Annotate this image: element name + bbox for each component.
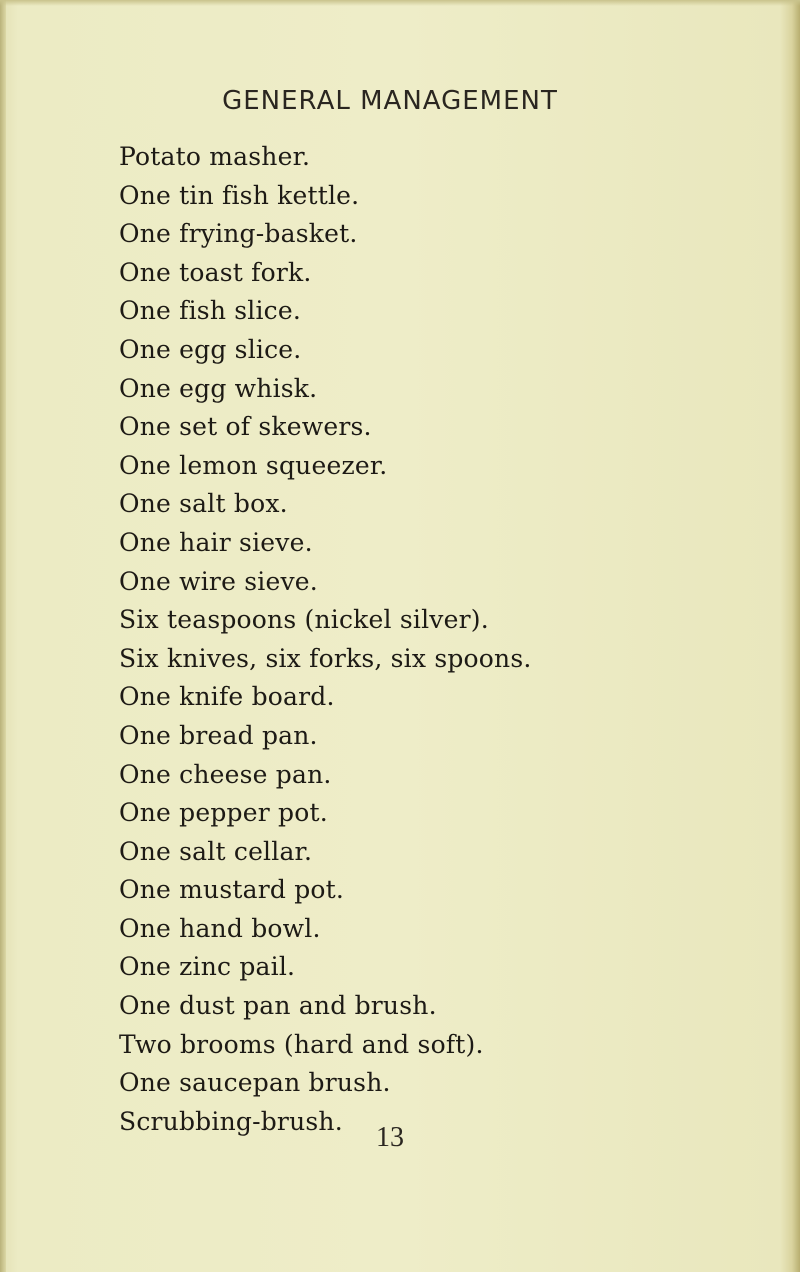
list-item: Potato masher. xyxy=(119,142,311,171)
list-item: One dust pan and brush. xyxy=(119,991,437,1021)
list-item: One egg whisk. xyxy=(119,373,318,403)
list-item: One zinc pail. xyxy=(119,952,296,982)
list-item: One bread pan. xyxy=(119,720,318,750)
list-item: One salt cellar. xyxy=(119,836,313,866)
list-item: One knife board. xyxy=(119,682,335,712)
list-item: One mustard pot. xyxy=(119,875,345,905)
list-item: One lemon squeezer. xyxy=(119,450,388,480)
list-item: One hair sieve. xyxy=(119,527,313,557)
list-item: One set of skewers. xyxy=(119,412,372,442)
page-gutter-edge xyxy=(0,0,6,1272)
page-top-edge xyxy=(0,0,800,6)
list-item: Six teaspoons (nickel silver). xyxy=(119,605,489,635)
list-item: One wire sieve. xyxy=(119,566,318,596)
list-item: One hand bowl. xyxy=(119,913,321,943)
list-item: One saucepan brush. xyxy=(119,1068,391,1098)
list-item: Two brooms (hard and soft). xyxy=(119,1029,484,1059)
equipment-list xyxy=(119,138,532,1141)
page-number: 13 xyxy=(376,1122,404,1153)
list-item: One frying-basket. xyxy=(119,219,358,249)
list-item: One egg slice. xyxy=(119,334,302,364)
list-item: Six knives, six forks, six spoons. xyxy=(119,643,532,673)
list-item: One salt box. xyxy=(119,489,288,519)
running-head: GENERAL MANAGEMENT xyxy=(222,86,558,116)
list-item: One fish slice. xyxy=(119,296,302,326)
list-item: Scrubbing-brush. xyxy=(119,1106,343,1136)
list-item: One cheese pan. xyxy=(119,759,332,789)
list-item: One tin fish kettle. xyxy=(119,180,360,210)
list-item: One toast fork. xyxy=(119,257,312,287)
list-item: One pepper pot. xyxy=(119,798,328,828)
